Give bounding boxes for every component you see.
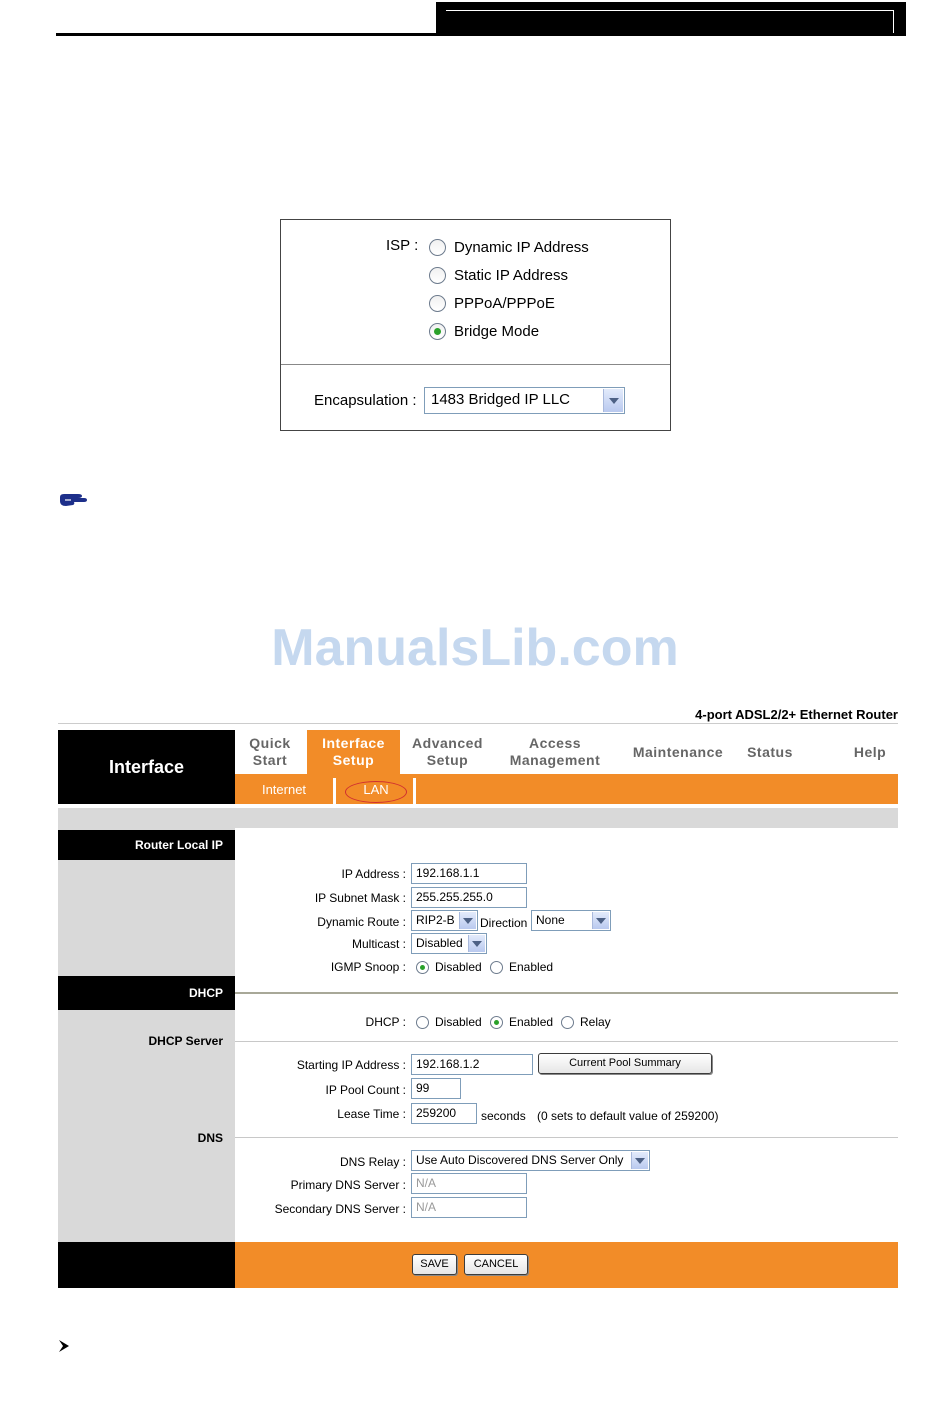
nav-access-management[interactable]: Access Management (509, 735, 601, 768)
radio-selected-icon[interactable] (429, 323, 446, 340)
primary-dns-input[interactable]: N/A (411, 1173, 527, 1194)
lease-unit: seconds (481, 1109, 526, 1123)
current-pool-summary-button[interactable]: Current Pool Summary (538, 1053, 712, 1074)
label-dhcp-server: DHCP Server (148, 1034, 223, 1048)
dhcp-enabled-radio[interactable]: Enabled (490, 1015, 553, 1029)
igmp-snoop-label: IGMP Snoop : (330, 960, 406, 974)
chevron-down-icon[interactable] (631, 1152, 648, 1169)
content-top-strip (58, 808, 898, 828)
page-header-rule (56, 33, 906, 36)
isp-panel (280, 219, 671, 431)
router-ui (58, 700, 898, 1288)
sub-nav (235, 774, 898, 804)
encapsulation-label: Encapsulation : (314, 392, 417, 409)
router-model: 4-port ADSL2/2+ Ethernet Router (695, 707, 898, 722)
primary-dns-label: Primary DNS Server : (290, 1178, 406, 1192)
secondary-dns-label: Secondary DNS Server : (274, 1202, 406, 1216)
cancel-button[interactable]: CANCEL (464, 1254, 528, 1275)
chevron-down-icon[interactable] (603, 389, 623, 412)
multicast-label: Multicast : (351, 937, 406, 951)
dynamic-route-select[interactable]: RIP2-B (411, 910, 478, 931)
model-rule (58, 723, 898, 724)
dhcp-relay-radio[interactable]: Relay (561, 1015, 611, 1029)
ip-address-input[interactable]: 192.168.1.1 (411, 863, 527, 884)
lease-time-label: Lease Time : (337, 1107, 406, 1121)
subnav-lan[interactable]: LAN (363, 781, 389, 797)
section-rule (235, 1041, 898, 1042)
lease-note: (0 sets to default value of 259200) (537, 1109, 719, 1123)
isp-option-static-ip[interactable]: Static IP Address (429, 267, 568, 284)
nav-interface-setup[interactable]: Interface Setup (307, 730, 400, 774)
direction-label: Direction (480, 916, 528, 930)
isp-option-pppoa-pppoe[interactable]: PPPoA/PPPoE (429, 295, 555, 312)
dns-relay-select[interactable]: Use Auto Discovered DNS Server Only (411, 1150, 650, 1171)
nav-help[interactable]: Help (853, 743, 887, 760)
radio-selected-icon[interactable] (416, 961, 429, 974)
nav-status[interactable]: Status (747, 743, 793, 760)
page-header-frame (446, 10, 894, 34)
label-dns: DNS (197, 1131, 223, 1145)
chevron-down-icon[interactable] (459, 912, 476, 929)
isp-label: ISP : (386, 237, 419, 254)
isp-divider (281, 364, 670, 365)
subnet-mask-label: IP Subnet Mask : (314, 891, 406, 905)
multicast-select[interactable]: Disabled (411, 933, 487, 954)
dynamic-route-label: Dynamic Route : (317, 915, 406, 929)
nav-advanced-setup[interactable]: Advanced Setup (412, 735, 483, 768)
section-dhcp: DHCP (58, 976, 235, 1010)
dns-relay-label: DNS Relay : (339, 1155, 406, 1169)
pointing-hand-icon (58, 492, 88, 508)
isp-option-bridge-mode[interactable]: Bridge Mode (429, 323, 539, 340)
encapsulation-select[interactable]: 1483 Bridged IP LLC (424, 387, 625, 414)
footer-left (58, 1242, 235, 1288)
subnav-internet[interactable]: Internet (261, 781, 307, 797)
section-rule (235, 992, 898, 994)
nav-quick-start[interactable]: Quick Start (249, 735, 291, 768)
section-rule (235, 1137, 898, 1138)
chevron-down-icon[interactable] (468, 935, 485, 952)
pool-count-label: IP Pool Count : (325, 1083, 406, 1097)
direction-select[interactable]: None (531, 910, 611, 931)
radio-icon[interactable] (429, 295, 446, 312)
pool-count-input[interactable]: 99 (411, 1078, 461, 1099)
starting-ip-input[interactable]: 192.168.1.2 (411, 1054, 533, 1075)
lan-highlight-oval (345, 781, 407, 803)
igmp-enabled-radio[interactable]: Enabled (490, 960, 553, 974)
dhcp-label: DHCP : (365, 1015, 406, 1029)
dhcp-disabled-radio[interactable]: Disabled (416, 1015, 482, 1029)
save-button[interactable]: SAVE (412, 1254, 457, 1275)
radio-icon[interactable] (429, 267, 446, 284)
chevron-down-icon[interactable] (592, 912, 609, 929)
isp-option-dynamic-ip[interactable]: Dynamic IP Address (429, 239, 589, 256)
watermark: ManualsLib.com (271, 619, 679, 677)
nav-maintenance[interactable]: Maintenance (632, 743, 724, 760)
subnav-separator (413, 778, 416, 804)
subnav-separator (333, 778, 336, 804)
radio-icon[interactable] (561, 1016, 574, 1029)
lease-time-input[interactable]: 259200 (411, 1103, 477, 1124)
radio-icon[interactable] (429, 239, 446, 256)
footer-bar (235, 1242, 898, 1288)
secondary-dns-input[interactable]: N/A (411, 1197, 527, 1218)
arrow-bullet-icon (58, 1339, 70, 1353)
section-router-local-ip: Router Local IP (58, 830, 235, 860)
igmp-disabled-radio[interactable]: Disabled (416, 960, 482, 974)
ip-address-label: IP Address : (341, 867, 406, 881)
radio-icon[interactable] (490, 961, 503, 974)
subnet-mask-input[interactable]: 255.255.255.0 (411, 887, 527, 908)
brand-label: Interface (58, 730, 235, 804)
starting-ip-label: Starting IP Address : (296, 1058, 406, 1072)
radio-selected-icon[interactable] (490, 1016, 503, 1029)
radio-icon[interactable] (416, 1016, 429, 1029)
main-nav (235, 730, 898, 774)
